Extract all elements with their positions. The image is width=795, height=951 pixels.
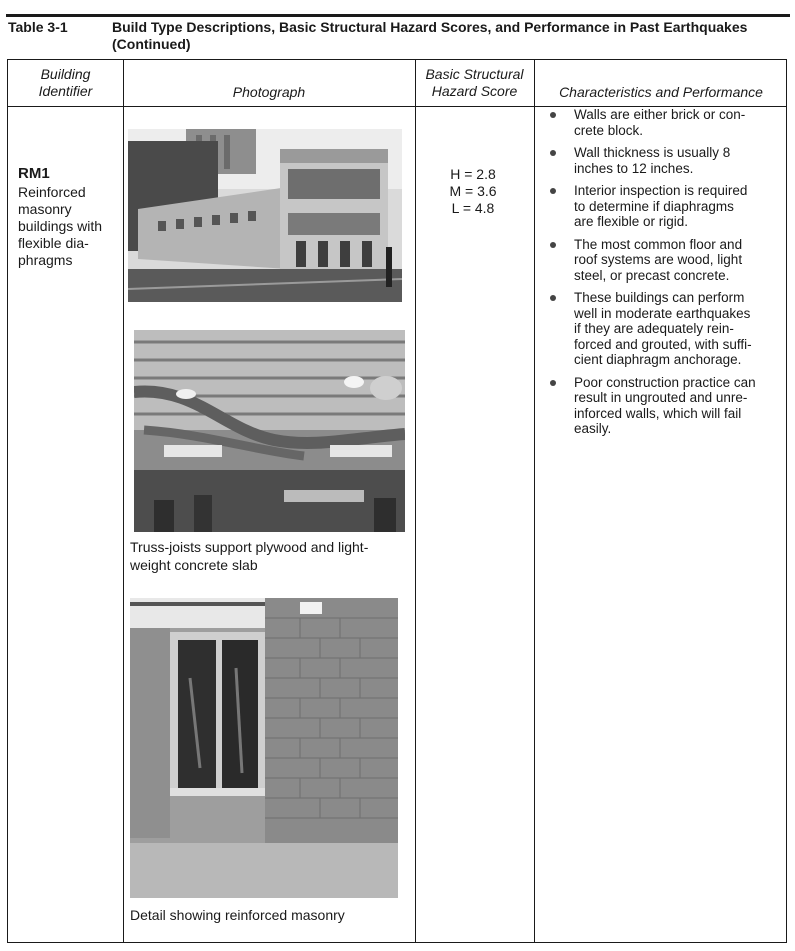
description-line: masonry [18, 201, 72, 217]
characteristic-line: Wall thickness is usually 8 [574, 145, 731, 160]
characteristic-line: inches to 12 inches. [574, 160, 694, 176]
table-subtitle: (Continued) [112, 36, 191, 52]
characteristic-line: to determine if diaphragms [574, 198, 734, 214]
characteristic-line: well in moderate earthquakes [574, 305, 751, 321]
description-line: flexible dia- [18, 235, 89, 251]
characteristic-line: These buildings can perform [574, 290, 745, 305]
photo-caption-masonry: Detail showing reinforced masonry [130, 907, 345, 923]
characteristic-line: Interior inspection is required [574, 183, 748, 198]
characteristic-line: easily. [574, 421, 612, 436]
header-photograph: Photograph [232, 84, 306, 100]
photo-masonry-detail [130, 598, 398, 898]
header-line: Identifier [38, 83, 93, 99]
score-low: L = 4.8 [451, 200, 495, 216]
characteristic-line: cient diaphragm anchorage. [574, 352, 742, 367]
truss-joist-image [134, 330, 405, 532]
caption-line: weight concrete slab [130, 557, 258, 573]
characteristic-line: result in ungrouted and unre- [574, 390, 748, 405]
photo-street-building [128, 129, 402, 302]
characteristic-line: if they are adequately rein- [574, 321, 734, 336]
caption-line: Truss-joists support plywood and light- [130, 539, 369, 555]
characteristics-list [540, 107, 782, 444]
table-number: Table 3-1 [8, 19, 68, 35]
characteristic-line: forced and grouted, with suffi- [574, 336, 752, 352]
characteristic-item [540, 145, 782, 176]
characteristic-item [540, 237, 782, 284]
characteristic-line: are flexible or rigid. [574, 214, 689, 229]
characteristic-item [540, 107, 782, 138]
header-line: Hazard Score [431, 83, 518, 99]
building-description [18, 184, 118, 269]
street-building-image [128, 129, 402, 302]
characteristic-line: Poor construction practice can [574, 374, 756, 390]
caption-top-rule [6, 14, 790, 17]
header-building-identifier [8, 66, 123, 100]
header-line: Building [40, 66, 91, 82]
header-line: Basic Structural [425, 66, 524, 82]
characteristic-line: inforced walls, which will fail [574, 405, 742, 421]
header-hazard-score [415, 66, 534, 100]
header-characteristics: Characteristics and Performance [559, 84, 763, 100]
column-divider [123, 60, 124, 942]
characteristic-item [540, 183, 782, 230]
characteristic-line: The most common floor and [574, 236, 743, 252]
description-line: phragms [18, 252, 73, 268]
hazard-table [7, 59, 787, 943]
characteristic-line: Walls are either brick or con- [574, 107, 746, 122]
photo-caption-truss [130, 538, 410, 574]
table-title: Build Type Descriptions, Basic Structural Hazard Scores, and Performance in Past Earthquakes [112, 19, 748, 35]
description-line: Reinforced [18, 184, 86, 200]
masonry-detail-image [130, 598, 398, 898]
characteristic-line: roof systems are wood, light [574, 252, 743, 267]
score-high: H = 2.8 [450, 166, 496, 182]
characteristic-item [540, 375, 782, 437]
building-code: RM1 [18, 165, 50, 182]
description-line: buildings with [18, 218, 103, 234]
characteristic-line: steel, or precast concrete. [574, 267, 730, 283]
photo-truss-joists [134, 330, 405, 532]
characteristic-item [540, 290, 782, 368]
characteristic-line: crete block. [574, 122, 644, 138]
score-moderate: M = 3.6 [449, 183, 497, 199]
